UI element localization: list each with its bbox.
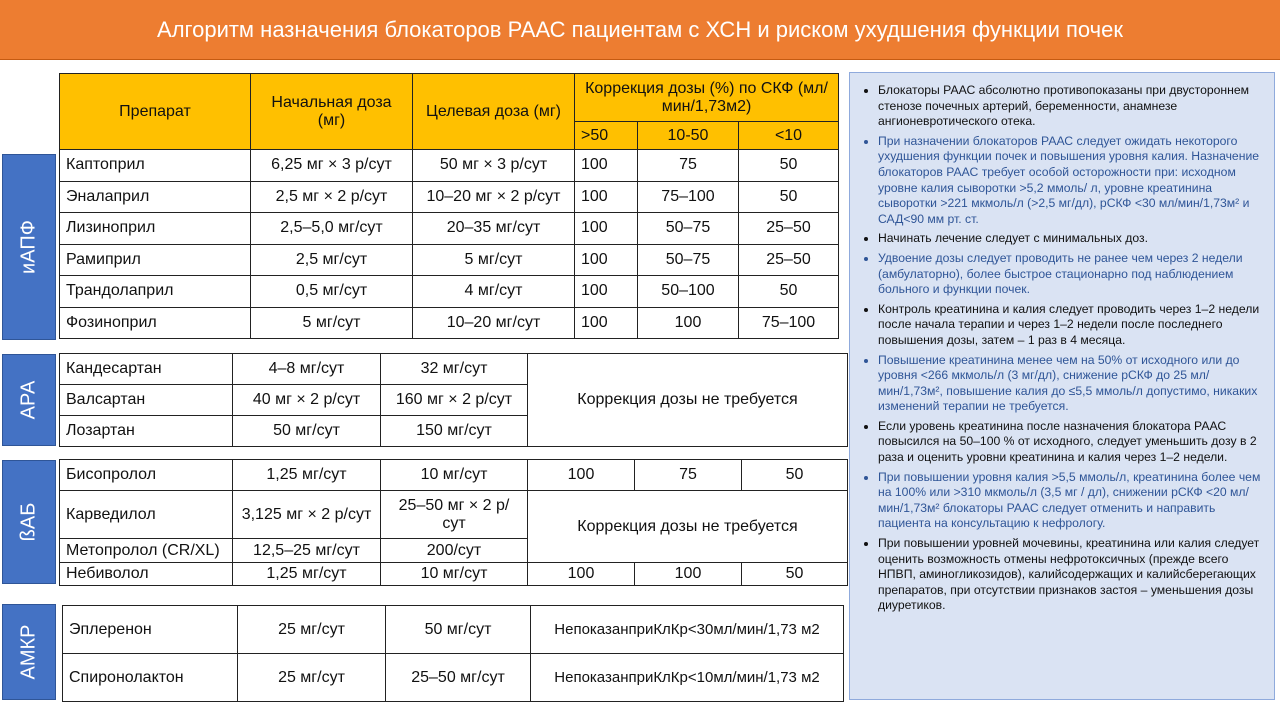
gfr-under-10: 25–50 xyxy=(739,213,839,245)
list-item: • Начинать лечение следует с минимальных доз. xyxy=(878,231,1264,247)
list-item: • При назначении блокаторов РААС следует ожидать некоторого ухудшения функции почек и повышения уровня калия. Назначение блокаторов РААС требует особой осторожности при: исходном уровне калия сыворотки >5,2 ммоль/ л, уровне креатинина сыворотки >221 мкмоль/л (>2,5 мг/дл), рСКФ <30 мл/мин/1,73м² и САД<90 мм рт. ст. xyxy=(878,134,1264,228)
target-dose: 5 мг/сут xyxy=(413,244,575,276)
group-label-mra-text: АМКР xyxy=(17,624,40,680)
drug-name: Бисопролол xyxy=(60,460,233,491)
drug-name: Метопролол (CR/XL) xyxy=(60,539,233,563)
target-dose: 25–50 мг × 2 р/сут xyxy=(381,491,528,539)
target-dose: 150 мг/сут xyxy=(381,416,528,447)
target-dose: 32 мг/сут xyxy=(381,354,528,385)
start-dose: 2,5–5,0 мг/сут xyxy=(251,213,413,245)
contraindication-note: НепоказанприКлКр<30мл/мин/1,73 м2 xyxy=(531,606,844,654)
ace-table xyxy=(59,73,839,339)
target-dose: 10–20 мг/сут xyxy=(413,307,575,339)
table-row xyxy=(60,244,839,276)
group-label-arb xyxy=(2,354,56,446)
table-row xyxy=(63,654,844,702)
gfr-under-10: 50 xyxy=(739,181,839,213)
target-dose: 10–20 мг × 2 р/сут xyxy=(413,181,575,213)
start-dose: 2,5 мг × 2 р/сут xyxy=(251,181,413,213)
drug-name: Спиронолактон xyxy=(63,654,238,702)
header-drug: Препарат xyxy=(60,74,251,150)
gfr-over-50: 100 xyxy=(575,307,638,339)
header-correction: Коррекция дозы (%) по СКФ (мл/мин/1,73м2) xyxy=(575,74,839,122)
start-dose: 3,125 мг × 2 р/сут xyxy=(233,491,381,539)
table-row xyxy=(60,307,839,339)
table-row xyxy=(60,213,839,245)
group-label-mra xyxy=(2,604,56,700)
arb-table xyxy=(59,353,848,447)
gfr-over-50: 100 xyxy=(575,150,638,182)
target-dose: 50 мг × 3 р/сут xyxy=(413,150,575,182)
start-dose: 2,5 мг/сут xyxy=(251,244,413,276)
no-correction-note: Коррекция дозы не требуется xyxy=(528,354,848,447)
gfr-10-50: 50–100 xyxy=(638,276,739,308)
header-target-dose: Целевая доза (мг) xyxy=(413,74,575,150)
header-gfr-over-50: >50 xyxy=(575,122,638,150)
start-dose: 0,5 мг/сут xyxy=(251,276,413,308)
target-dose: 10 мг/сут xyxy=(381,563,528,586)
group-label-ace-text: иАПФ xyxy=(17,220,40,274)
list-item: • При повышении уровня калия >5,5 ммоль/л, креатинина более чем на 100% или >310 мкмоль/л (3,5 мг / дл), снижении рСКФ <20 мл/мин/1,73м² блокаторы РААС следует отменить и направить пациента на консультацию к нефрологу. xyxy=(878,470,1264,532)
start-dose: 12,5–25 мг/сут xyxy=(233,539,381,563)
drug-name: Фозиноприл xyxy=(60,307,251,339)
drug-name: Кандесартан xyxy=(60,354,233,385)
target-dose: 25–50 мг/сут xyxy=(386,654,531,702)
notes-list xyxy=(858,83,1264,614)
slide-title: Алгоритм назначения блокаторов РААС пациентам с ХСН и риском ухудшения функции почек xyxy=(0,0,1280,60)
gfr-under-10: 50 xyxy=(739,276,839,308)
drug-name: Трандолаприл xyxy=(60,276,251,308)
no-correction-note: Коррекция дозы не требуется xyxy=(528,491,848,563)
table-row xyxy=(60,460,848,491)
gfr-10-50: 75–100 xyxy=(638,181,739,213)
drug-name: Карведилол xyxy=(60,491,233,539)
target-dose: 50 мг/сут xyxy=(386,606,531,654)
start-dose: 25 мг/сут xyxy=(238,606,386,654)
target-dose: 200/сут xyxy=(381,539,528,563)
group-label-arb-text: АРА xyxy=(17,380,40,420)
gfr-under-10: 50 xyxy=(739,150,839,182)
group-label-ace xyxy=(2,154,56,340)
header-gfr-10-50: 10-50 xyxy=(638,122,739,150)
start-dose: 1,25 мг/сут xyxy=(233,563,381,586)
header-start-dose: Начальная доза (мг) xyxy=(251,74,413,150)
list-item: • Блокаторы РААС абсолютно противопоказаны при двустороннем стенозе почечных артерий, беременности, анамнезе ангионевротического отека. xyxy=(878,83,1264,130)
list-item: • Контроль креатинина и калия следует проводить через 1–2 недели после начала терапии и через 1–2 недели после последнего повышения дозы, затем – 1 раз в 4 месяца. xyxy=(878,302,1264,349)
gfr-over-50: 100 xyxy=(528,460,635,491)
bb-table xyxy=(59,459,848,586)
table-row xyxy=(60,563,848,586)
gfr-10-50: 100 xyxy=(638,307,739,339)
gfr-10-50: 75 xyxy=(635,460,742,491)
gfr-10-50: 75 xyxy=(638,150,739,182)
gfr-10-50: 50–75 xyxy=(638,213,739,245)
start-dose: 50 мг/сут xyxy=(233,416,381,447)
gfr-under-10: 50 xyxy=(742,460,848,491)
group-label-bb-text: ßАБ xyxy=(17,502,40,542)
target-dose: 4 мг/сут xyxy=(413,276,575,308)
table-row xyxy=(60,181,839,213)
gfr-over-50: 100 xyxy=(575,276,638,308)
table-row xyxy=(60,150,839,182)
gfr-10-50: 100 xyxy=(635,563,742,586)
header-gfr-under-10: <10 xyxy=(739,122,839,150)
list-item: • Повышение креатинина менее чем на 50% от исходного или до уровня <266 мкмоль/л (3 мг/дл), снижение рСКФ до 25 мл/мин/1,73м², повышение калия до ≤5,5 ммоль/л допустимо, никаких изменений терапии не требуется. xyxy=(878,353,1264,415)
table-row xyxy=(60,354,848,385)
table-row xyxy=(60,276,839,308)
drug-name: Небиволол xyxy=(60,563,233,586)
target-dose: 160 мг × 2 р/сут xyxy=(381,385,528,416)
drug-name: Лозартан xyxy=(60,416,233,447)
gfr-10-50: 50–75 xyxy=(638,244,739,276)
start-dose: 5 мг/сут xyxy=(251,307,413,339)
target-dose: 20–35 мг/сут xyxy=(413,213,575,245)
list-item: • Удвоение дозы следует проводить не ранее чем через 2 недели (амбулаторно), более быстрое стационарно под наблюдением больного и функции почек. xyxy=(878,251,1264,298)
list-item: • Если уровень креатинина после назначения блокатора РААС повысился на 50–100 % от исходного, следует уменьшить дозу в 2 раза и оценить уровни креатинина и калия через 1–2 недели. xyxy=(878,419,1264,466)
list-item: • При повышении уровней мочевины, креатинина или калия следует оценить возможность отмены нефротоксичных (прежде всего НПВП, аминогликозидов), калийсодержащих и калийсберегающих препаратов, при отсутствии признаков застоя – уменьшения дозы диуретиков. xyxy=(878,536,1264,614)
drug-name: Каптоприл xyxy=(60,150,251,182)
gfr-over-50: 100 xyxy=(575,213,638,245)
table-row xyxy=(60,491,848,539)
gfr-over-50: 100 xyxy=(575,181,638,213)
drug-name: Лизиноприл xyxy=(60,213,251,245)
target-dose: 10 мг/сут xyxy=(381,460,528,491)
drug-name: Эналаприл xyxy=(60,181,251,213)
contraindication-note: НепоказанприКлКр<10мл/мин/1,73 м2 xyxy=(531,654,844,702)
drug-name: Рамиприл xyxy=(60,244,251,276)
start-dose: 40 мг × 2 р/сут xyxy=(233,385,381,416)
gfr-under-10: 25–50 xyxy=(739,244,839,276)
start-dose: 4–8 мг/сут xyxy=(233,354,381,385)
start-dose: 1,25 мг/сут xyxy=(233,460,381,491)
gfr-under-10: 50 xyxy=(742,563,848,586)
start-dose: 6,25 мг × 3 р/сут xyxy=(251,150,413,182)
notes-panel xyxy=(849,72,1275,700)
start-dose: 25 мг/сут xyxy=(238,654,386,702)
drug-name: Эплеренон xyxy=(63,606,238,654)
mra-table xyxy=(62,605,844,702)
gfr-over-50: 100 xyxy=(575,244,638,276)
group-label-bb xyxy=(2,460,56,584)
gfr-over-50: 100 xyxy=(528,563,635,586)
gfr-under-10: 75–100 xyxy=(739,307,839,339)
drug-name: Валсартан xyxy=(60,385,233,416)
table-row xyxy=(63,606,844,654)
